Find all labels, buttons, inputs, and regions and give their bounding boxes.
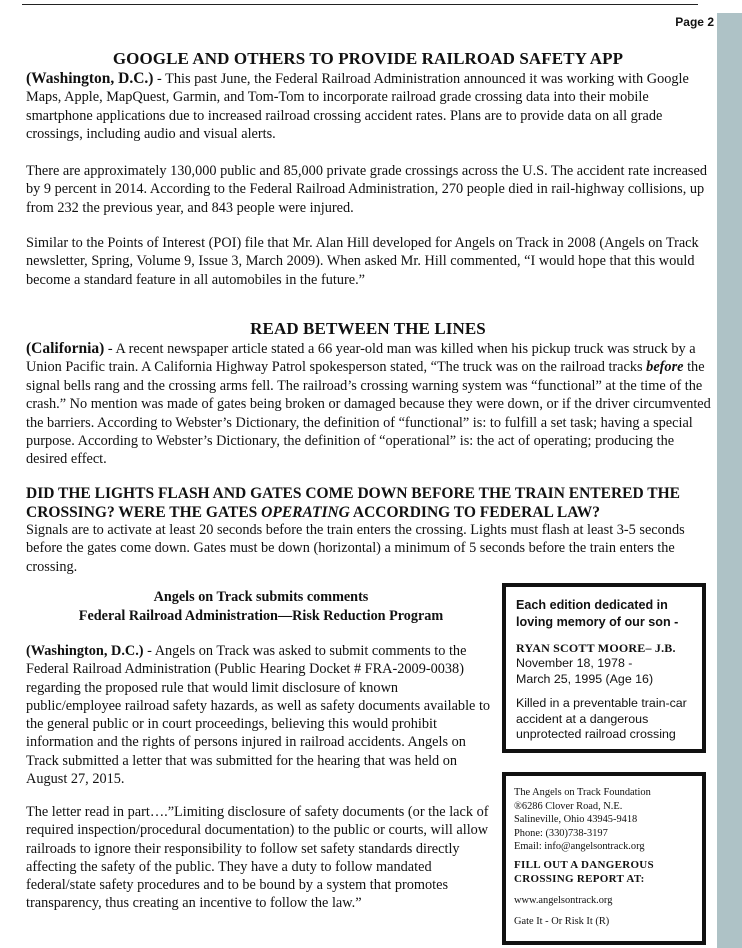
article-paragraph: [26, 70, 714, 144]
memorial-dates-line1: November 18, 1978 -: [516, 656, 633, 670]
article-heading-safety-app: GOOGLE AND OTHERS TO PROVIDE RAILROAD SAFETY APP: [112, 49, 624, 68]
memorial-dedication: Each edition dedicated in loving memory of our son -: [516, 598, 679, 629]
heading-text: DID THE LIGHTS FLASH AND GATES COME DOWN BEFORE THE TRAIN ENTERED THE CROSSING? WERE THE GATES: [26, 485, 681, 521]
article-paragraph: The letter read in part….”Limiting disclosure of safety documents (or the lack of required inspection/procedural documentation) to the public or courts, will allow railroads to ignore their responsibility to follow set safety standards directly affecting the safety of the public. They have a duty to follow mandated federal/state safety procedures and to be bound by a system that promotes transparency, thus creating an incentive to follow the law.”: [26, 804, 489, 912]
paragraph-text: the signal bells rang and the crossing arms fell. The railroad’s crossing warning system was “functional” at the time of the crash.” No mention was made of gates being broken or damaged because they were down, or if the driver circumvented the barriers. According to Webster’s Dictionary, the definition of “functional” is: to fulfill a set task; having a special purpose. According to Webster’s Dictionary, the definition of “operational” is: the act of operating; producing the desired effect.: [26, 359, 711, 468]
memorial-dates-line2: March 25, 1995 (Age 16): [516, 671, 654, 686]
emphasis-text: before: [646, 359, 684, 376]
paragraph-text: - This past June, the Federal Railroad Administration announced it was working with Google Maps, Apple, MapQuest, Garmin, and Tom-Tom to incorporate railroad grade crossing data into their mobile smartphone applications due to increased railroad crossing accident rates. Plans are to provide data on all grade crossings, including audio and visual alerts.: [26, 71, 689, 143]
foundation-email: Email: info@angelsontrack.org: [514, 841, 645, 852]
article-subheading-line2: Federal Railroad Administration—Risk Reduction Program: [78, 608, 444, 624]
side-bar-edge: [714, 13, 716, 948]
article-paragraph: [26, 340, 714, 469]
heading-text: ACCORDING TO FEDERAL LAW?: [349, 504, 600, 521]
foundation-contact-box: [502, 772, 706, 945]
foundation-address-line2: Salineville, Ohio 43945-9418: [514, 814, 638, 825]
foundation-name: The Angels on Track Foundation: [514, 787, 651, 798]
article-heading-read-between-lines: READ BETWEEN THE LINES: [250, 319, 486, 338]
foundation-phone: Phone: (330)738-3197: [514, 827, 608, 839]
heading-emphasis: OPERATING: [261, 504, 350, 521]
article-paragraph: [26, 642, 496, 788]
foundation-address-line1: ®6286 Clover Road, N.E.: [514, 800, 623, 812]
dateline: (Washington, D.C.): [26, 643, 144, 659]
memorial-name: RYAN SCOTT MOORE– J.B.: [516, 641, 676, 655]
top-rule: [22, 4, 698, 5]
article-paragraph: There are approximately 130,000 public and 85,000 private grade crossings across the U.S. The accident rate increased by 9 percent in 2014. According to the Federal Railroad Administration, 270 people died in rail-highway collisions, up from 232 the previous year, and 843 people were injured.: [26, 163, 707, 216]
memorial-box: [502, 583, 706, 753]
article-paragraph: Similar to the Points of Interest (POI) file that Mr. Alan Hill developed for Angels on Track in 2008 (Angels on Track newsletter, Spring, Volume 9, Issue 3, March 2009). When asked Mr. Hill commented, “I would hope that this would become a standard feature in all automobiles in the future.”: [26, 235, 699, 288]
article-subheading-line1: Angels on Track submits comments: [153, 589, 369, 605]
foundation-slogan: Gate It - Or Risk It (R): [514, 916, 610, 927]
article-paragraph: Signals are to activate at least 20 seconds before the train enters the crossing. Lights must flash at least 3-5 seconds before the gates come down. Gates must be down (horizontal) a minimum of 5 seconds before the train enters the crossing.: [26, 522, 685, 575]
dateline: (Washington, D.C.): [26, 70, 154, 87]
article-heading-lights-gates: [26, 484, 714, 522]
memorial-note: Killed in a preventable train-car accident at a dangerous unprotected railroad crossing: [516, 696, 687, 741]
dateline: (California): [26, 340, 105, 357]
paragraph-text: - A recent newspaper article stated a 66 year-old man was killed when his pickup truck was struck by a Union Pacific train. A California Highway Patrol spokesperson stated, “The truck was on the railroad tracks: [26, 341, 696, 376]
side-color-bar: [717, 13, 742, 948]
paragraph-text: - Angels on Track was asked to submit comments to the Federal Railroad Administration (Public Hearing Docket # FRA-2009-0038) regarding the proposed rule that would limit disclosure of known public/employee railroad safety hazards, as well as safety documents available to the general public or in court proceedings, believing this would prohibit information and the rights of persons injured in railroad accidents. Angels on Track submitted a letter that was submitted for the hearing that was held on August 27, 2015.: [26, 643, 491, 788]
page-number: Page 2: [675, 15, 714, 29]
foundation-website: www.angelsontrack.org: [514, 894, 613, 906]
report-call-to-action: FILL OUT A DANGEROUS CROSSING REPORT AT:: [514, 858, 654, 885]
